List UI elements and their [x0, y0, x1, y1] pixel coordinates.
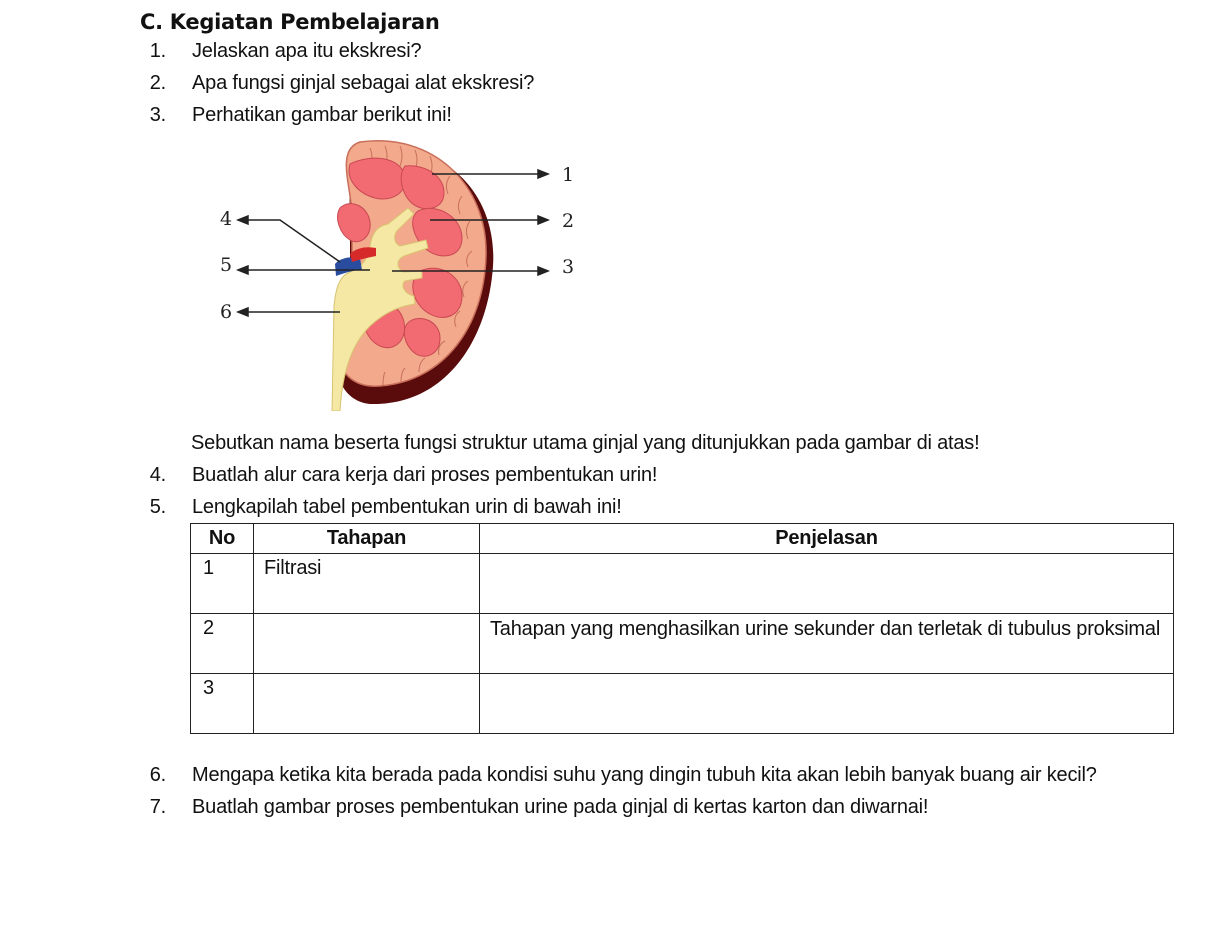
question-number: 4. [149, 464, 166, 486]
figure-label-5: 5 [220, 254, 233, 276]
question-number: 1. [149, 40, 166, 62]
question-number: 2. [149, 72, 166, 94]
question-text: Buatlah alur cara kerja dari proses pembentukan urin! [192, 464, 658, 486]
question-text: Lengkapilah tabel pembentukan urin di bawah ini! [192, 496, 622, 518]
question-text: Mengapa ketika kita berada pada kondisi suhu yang dingin tubuh kita akan lebih banyak buang air kecil? [192, 764, 1097, 786]
question-number: 7. [149, 796, 166, 818]
cell-tahapan[interactable] [254, 614, 480, 674]
figure-label-6: 6 [220, 301, 233, 323]
question-text: Buatlah gambar proses pembentukan urine pada ginjal di kertas karton dan diwarnai! [192, 796, 929, 818]
figure-label-1: 1 [562, 164, 575, 186]
header-penjelasan: Penjelasan [480, 524, 1174, 554]
cell-penjelasan[interactable] [480, 674, 1174, 734]
question-3-followup: Sebutkan nama beserta fungsi struktur utama ginjal yang ditunjukkan pada gambar di atas! [191, 432, 980, 454]
table-row [191, 614, 1174, 674]
figure-label-3: 3 [562, 256, 575, 278]
question-number: 3. [149, 104, 166, 126]
cell-no: 3 [191, 674, 254, 734]
question-number: 5. [149, 496, 166, 518]
table-row [191, 674, 1174, 734]
figure-label-2: 2 [562, 210, 575, 232]
table-header-row [191, 524, 1174, 554]
cell-no: 1 [191, 554, 254, 614]
section-heading: C. Kegiatan Pembelajaran [140, 10, 440, 34]
urine-formation-table [190, 523, 1174, 734]
cell-tahapan[interactable] [254, 674, 480, 734]
header-tahapan: Tahapan [254, 524, 480, 554]
cell-penjelasan[interactable]: Tahapan yang menghasilkan urine sekunder dan terletak di tubulus proksimal [480, 614, 1174, 674]
question-number: 6. [149, 764, 166, 786]
table-row [191, 554, 1174, 614]
cell-no: 2 [191, 614, 254, 674]
kidney-diagram [200, 136, 590, 411]
question-text: Jelaskan apa itu ekskresi? [192, 40, 422, 62]
question-text: Perhatikan gambar berikut ini! [192, 104, 452, 126]
figure-label-4: 4 [220, 208, 233, 230]
header-no: No [191, 524, 254, 554]
cell-penjelasan[interactable] [480, 554, 1174, 614]
cell-tahapan[interactable]: Filtrasi [254, 554, 480, 614]
question-text: Apa fungsi ginjal sebagai alat ekskresi? [192, 72, 535, 94]
